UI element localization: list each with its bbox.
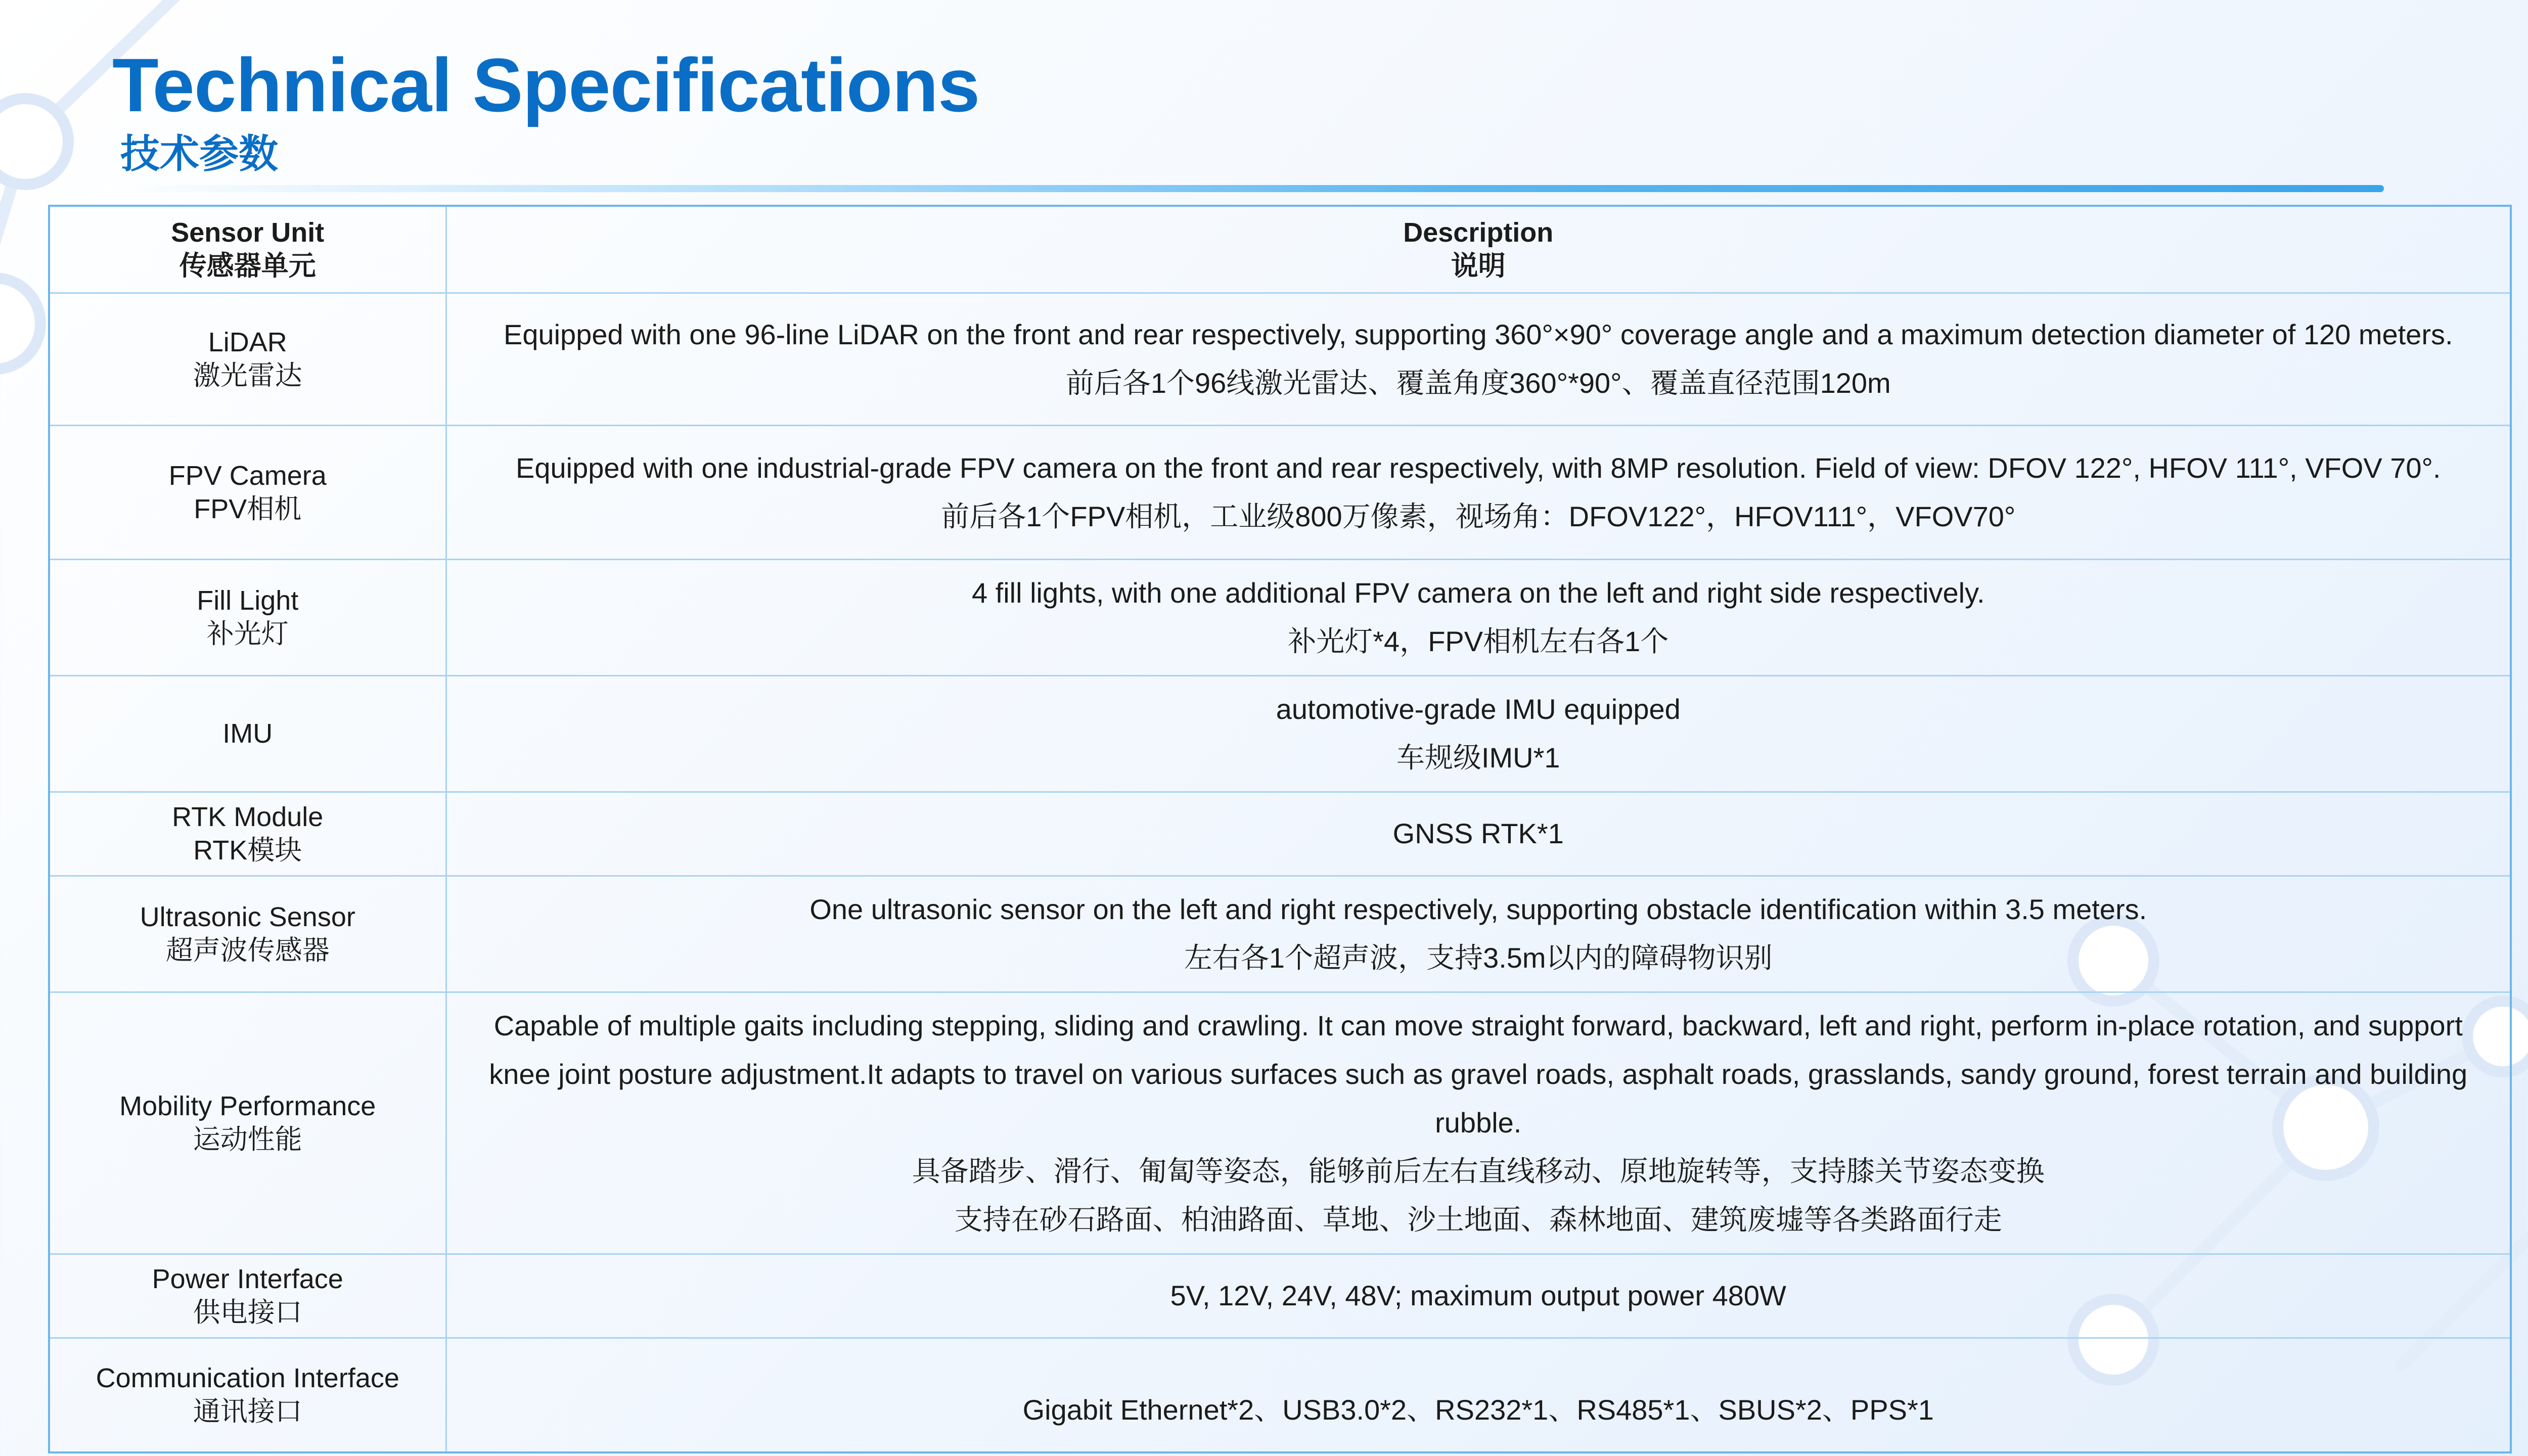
table-row-imu bbox=[49, 675, 2511, 792]
table-row-mobility-performance bbox=[49, 992, 2511, 1254]
sensor-unit-cell: Ultrasonic Sensor 超声波传感器 bbox=[49, 876, 446, 992]
specifications-table bbox=[48, 205, 2512, 1453]
description-cell: Equipped with one industrial-grade FPV camera on the front and rear respectively, with 8MP resolution. Field of view: DFOV 122°, HFOV 111°, VFOV 70°. 前后各1个FPV相机，工业级800万像素，视场角：DFOV122°，HFOV111°，VFOV70° bbox=[446, 425, 2511, 559]
table-row-rtk-module bbox=[49, 792, 2511, 876]
table-row-fpv-camera bbox=[49, 425, 2511, 559]
description-cell: Capable of multiple gaits including stepping, sliding and crawling. It can move straight forward, backward, left and right, perform in-place rotation, and support knee joint posture adjustment.It adapts to travel on various surfaces such as gravel roads, asphalt roads, grasslands, sandy ground, forest terrain and building rubble. 具备踏步、滑行、匍匐等姿态，能够前后左右直线移动、原地旋转等，支持膝关节姿态变换 支持在砂石路面、柏油路面、草地、沙土地面、森林地面、建筑废墟等各类路面行走 bbox=[446, 992, 2511, 1254]
sensor-unit-cell: Communication Interface 通讯接口 bbox=[49, 1338, 446, 1452]
table-row-power-interface bbox=[49, 1254, 2511, 1338]
sensor-unit-cell: Mobility Performance 运动性能 bbox=[49, 992, 446, 1254]
sensor-unit-cell: LiDAR 激光雷达 bbox=[49, 293, 446, 425]
table-row-communication-interface bbox=[49, 1338, 2511, 1452]
table-header-row bbox=[49, 206, 2511, 293]
page-title: Technical Specifications bbox=[112, 42, 980, 127]
sensor-unit-cell: RTK Module RTK模块 bbox=[49, 792, 446, 876]
page-subtitle: 技术参数 bbox=[120, 131, 279, 177]
title-underline bbox=[104, 185, 2384, 192]
description-cell: 5V, 12V, 24V, 48V; maximum output power 480W bbox=[446, 1254, 2511, 1338]
description-cell: GNSS RTK*1 bbox=[446, 792, 2511, 876]
sensor-unit-cell: FPV Camera FPV相机 bbox=[49, 425, 446, 559]
header-sensor-unit: Sensor Unit 传感器单元 bbox=[49, 206, 446, 293]
table-row-ultrasonic-sensor bbox=[49, 876, 2511, 992]
description-cell: 4 fill lights, with one additional FPV camera on the left and right side respectively. 补光灯*4，FPV相机左右各1个 bbox=[446, 559, 2511, 675]
description-cell: One ultrasonic sensor on the left and right respectively, supporting obstacle identification within 3.5 meters. 左右各1个超声波，支持3.5m以内的障碍物识别 bbox=[446, 876, 2511, 992]
sensor-unit-cell: Fill Light 补光灯 bbox=[49, 559, 446, 675]
description-cell: Equipped with one 96-line LiDAR on the front and rear respectively, supporting 360°×90° coverage angle and a maximum detection diameter of 120 meters. 前后各1个96线激光雷达、覆盖角度360°*90°、覆盖直径范围120m bbox=[446, 293, 2511, 425]
description-cell: Gigabit Ethernet*2、USB3.0*2、RS232*1、RS485*1、SBUS*2、PPS*1 bbox=[446, 1338, 2511, 1452]
sensor-unit-cell: Power Interface 供电接口 bbox=[49, 1254, 446, 1338]
table-row-lidar bbox=[49, 293, 2511, 425]
table-row-fill-light bbox=[49, 559, 2511, 675]
sensor-unit-cell: IMU bbox=[49, 675, 446, 792]
header-description: Description 说明 bbox=[446, 206, 2511, 293]
description-cell: automotive-grade IMU equipped 车规级IMU*1 bbox=[446, 675, 2511, 792]
